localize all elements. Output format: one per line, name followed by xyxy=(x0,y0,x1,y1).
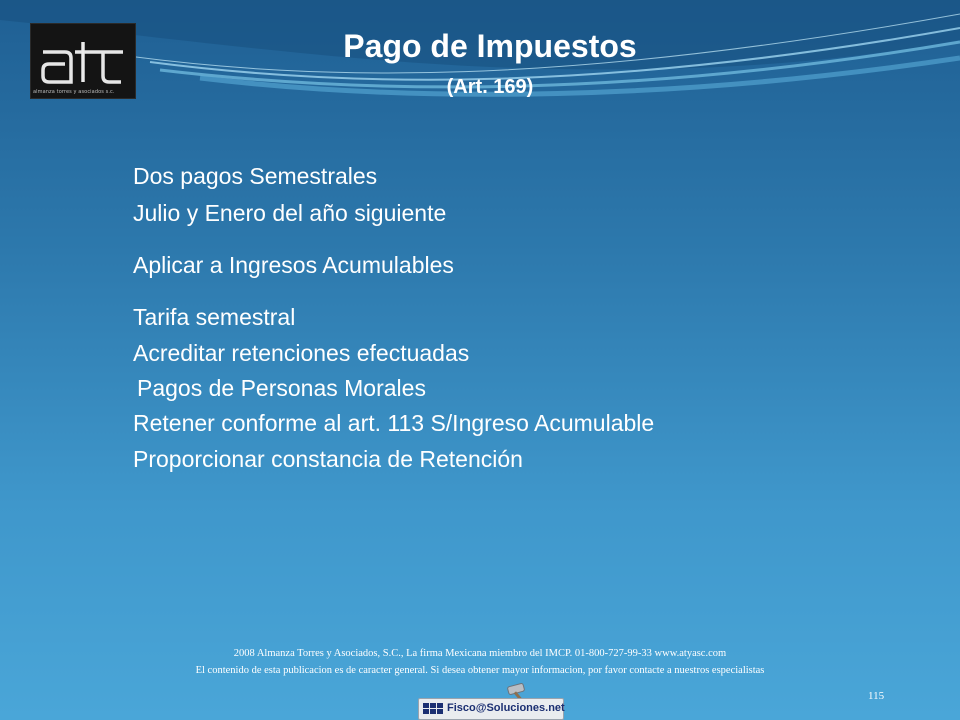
content-line: Tarifa semestral xyxy=(133,304,296,330)
brand-label: Fisco@Soluciones.net xyxy=(447,702,565,714)
content-line: Retener conforme al art. 113 S/Ingreso Acumulable xyxy=(133,410,655,436)
content-line: Aplicar a Ingresos Acumulables xyxy=(133,252,454,278)
content-line: Acreditar retenciones efectuadas xyxy=(133,340,470,366)
grid-icon xyxy=(423,703,443,715)
page-subtitle: (Art. 169) xyxy=(446,76,534,98)
page-number: 115 xyxy=(868,690,885,702)
brand-badge[interactable] xyxy=(418,698,564,720)
content-line: Pagos de Personas Morales xyxy=(137,375,426,401)
page-title: Pago de Impuestos xyxy=(343,28,637,64)
content-line: Dos pagos Semestrales xyxy=(133,163,378,189)
logo-caption: almanza torres y asociados s.c. xyxy=(33,89,115,95)
footer-disclaimer: El contenido de esta publicacion es de caracter general. Si desea obtener mayor informacion, por favor contacte a nuestros especialistas xyxy=(195,665,765,676)
content-line: Proporcionar constancia de Retención xyxy=(133,446,523,472)
content-line: Julio y Enero del año siguiente xyxy=(133,200,447,226)
footer-copyright: 2008 Almanza Torres y Asociados, S.C., La firma Mexicana miembro del IMCP. 01-800-727-99-33 www.atyasc.com xyxy=(233,648,727,659)
